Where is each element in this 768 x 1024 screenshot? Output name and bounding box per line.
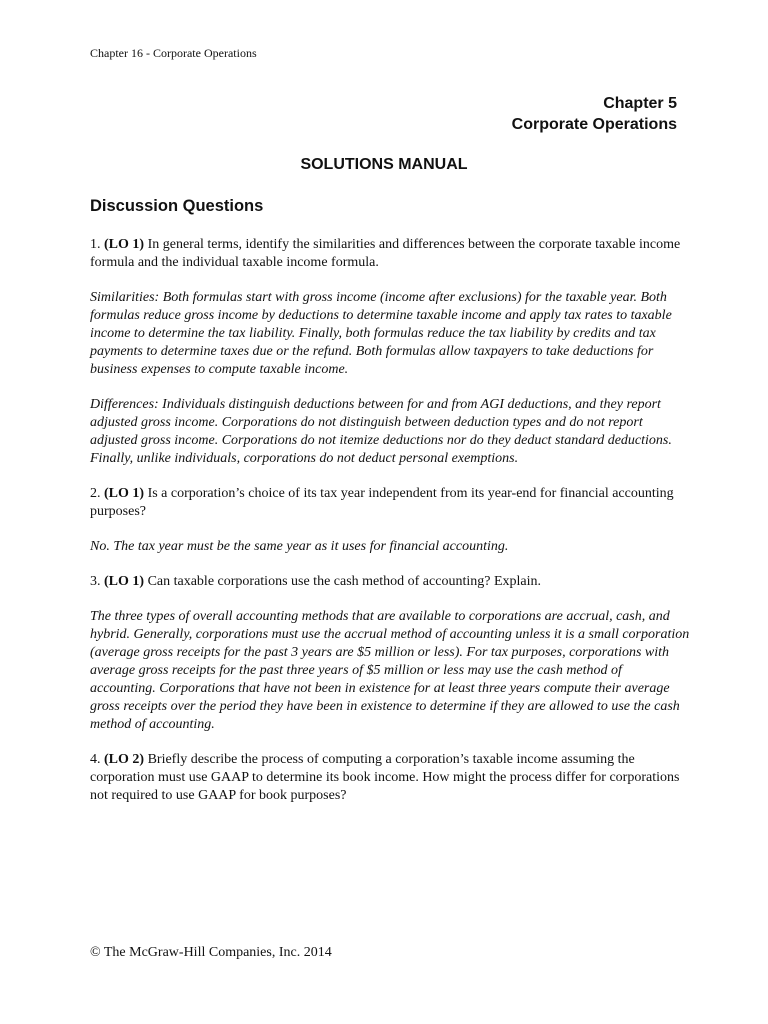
chapter-title: Corporate Operations (511, 116, 677, 133)
question-1 (90, 236, 690, 272)
learning-objective: (LO 1) (104, 574, 145, 589)
question-4 (90, 751, 690, 805)
question-text: In general terms, identify the similarities and differences between the corporate taxable income formula and the individual taxable income formula. (90, 237, 681, 270)
section-heading: Discussion Questions (90, 197, 264, 215)
chapter-number: Chapter 5 (603, 95, 677, 112)
running-header: Chapter 16 - Corporate Operations (90, 46, 257, 60)
question-text: Can taxable corporations use the cash method of accounting? Explain. (147, 574, 541, 589)
question-number: 1. (90, 237, 101, 252)
question-number: 2. (90, 486, 101, 501)
manual-title: SOLUTIONS MANUAL (300, 156, 468, 173)
answer-paragraph: Similarities: Both formulas start with gross income (income after exclusions) for the taxable year. Both formulas reduce gross income by deductions to determine taxable income and apply tax rates to taxable income to determine the tax liability. Finally, both formulas reduce the tax liability by credits and tax payments to determine taxes due or the refund. Both formulas allow taxpayers to take deductions for business expenses to compute taxable income. (90, 290, 672, 377)
question-2 (90, 485, 690, 521)
copyright-footer: © The McGraw-Hill Companies, Inc. 2014 (90, 945, 332, 960)
chapter-heading (512, 93, 677, 135)
question-text: Is a corporation’s choice of its tax year independent from its year-end for financial accounting purposes? (90, 486, 674, 519)
answer-paragraph: Differences: Individuals distinguish deductions between for and from AGI deductions, and they report adjusted gross income. Corporations do not distinguish between deduction types and do not report adjusted gross income. Corporations do not itemize deductions nor do they deduct standard deductions. Finally, unlike individuals, corporations do not deduct personal exemptions. (90, 397, 672, 466)
answer-paragraph: No. The tax year must be the same year as it uses for financial accounting. (90, 539, 509, 554)
learning-objective: (LO 1) (104, 486, 145, 501)
question-number: 4. (90, 752, 101, 767)
question-3 (90, 573, 690, 591)
learning-objective: (LO 1) (104, 237, 145, 252)
question-text: Briefly describe the process of computing a corporation’s taxable income assuming the corporation must use GAAP to determine its book income. How might the process differ for corporations not required to use GAAP for book purposes? (90, 752, 680, 803)
question-number: 3. (90, 574, 101, 589)
answer-paragraph: The three types of overall accounting methods that are available to corporations are accrual, cash, and hybrid. Generally, corporations must use the accrual method of accounting unless it is a small corporation (average gross receipts for the past 3 years are $5 million or less). For tax purposes, corporations with average gross receipts for the past three years of $5 million or less may use the cash method of accounting. Corporations that have not been in existence for at least three years compute their average gross receipts over the period they have been in existence to determine if they are allowed to use the cash method of accounting. (90, 609, 690, 732)
questions-content (90, 236, 690, 822)
learning-objective: (LO 2) (104, 752, 145, 767)
